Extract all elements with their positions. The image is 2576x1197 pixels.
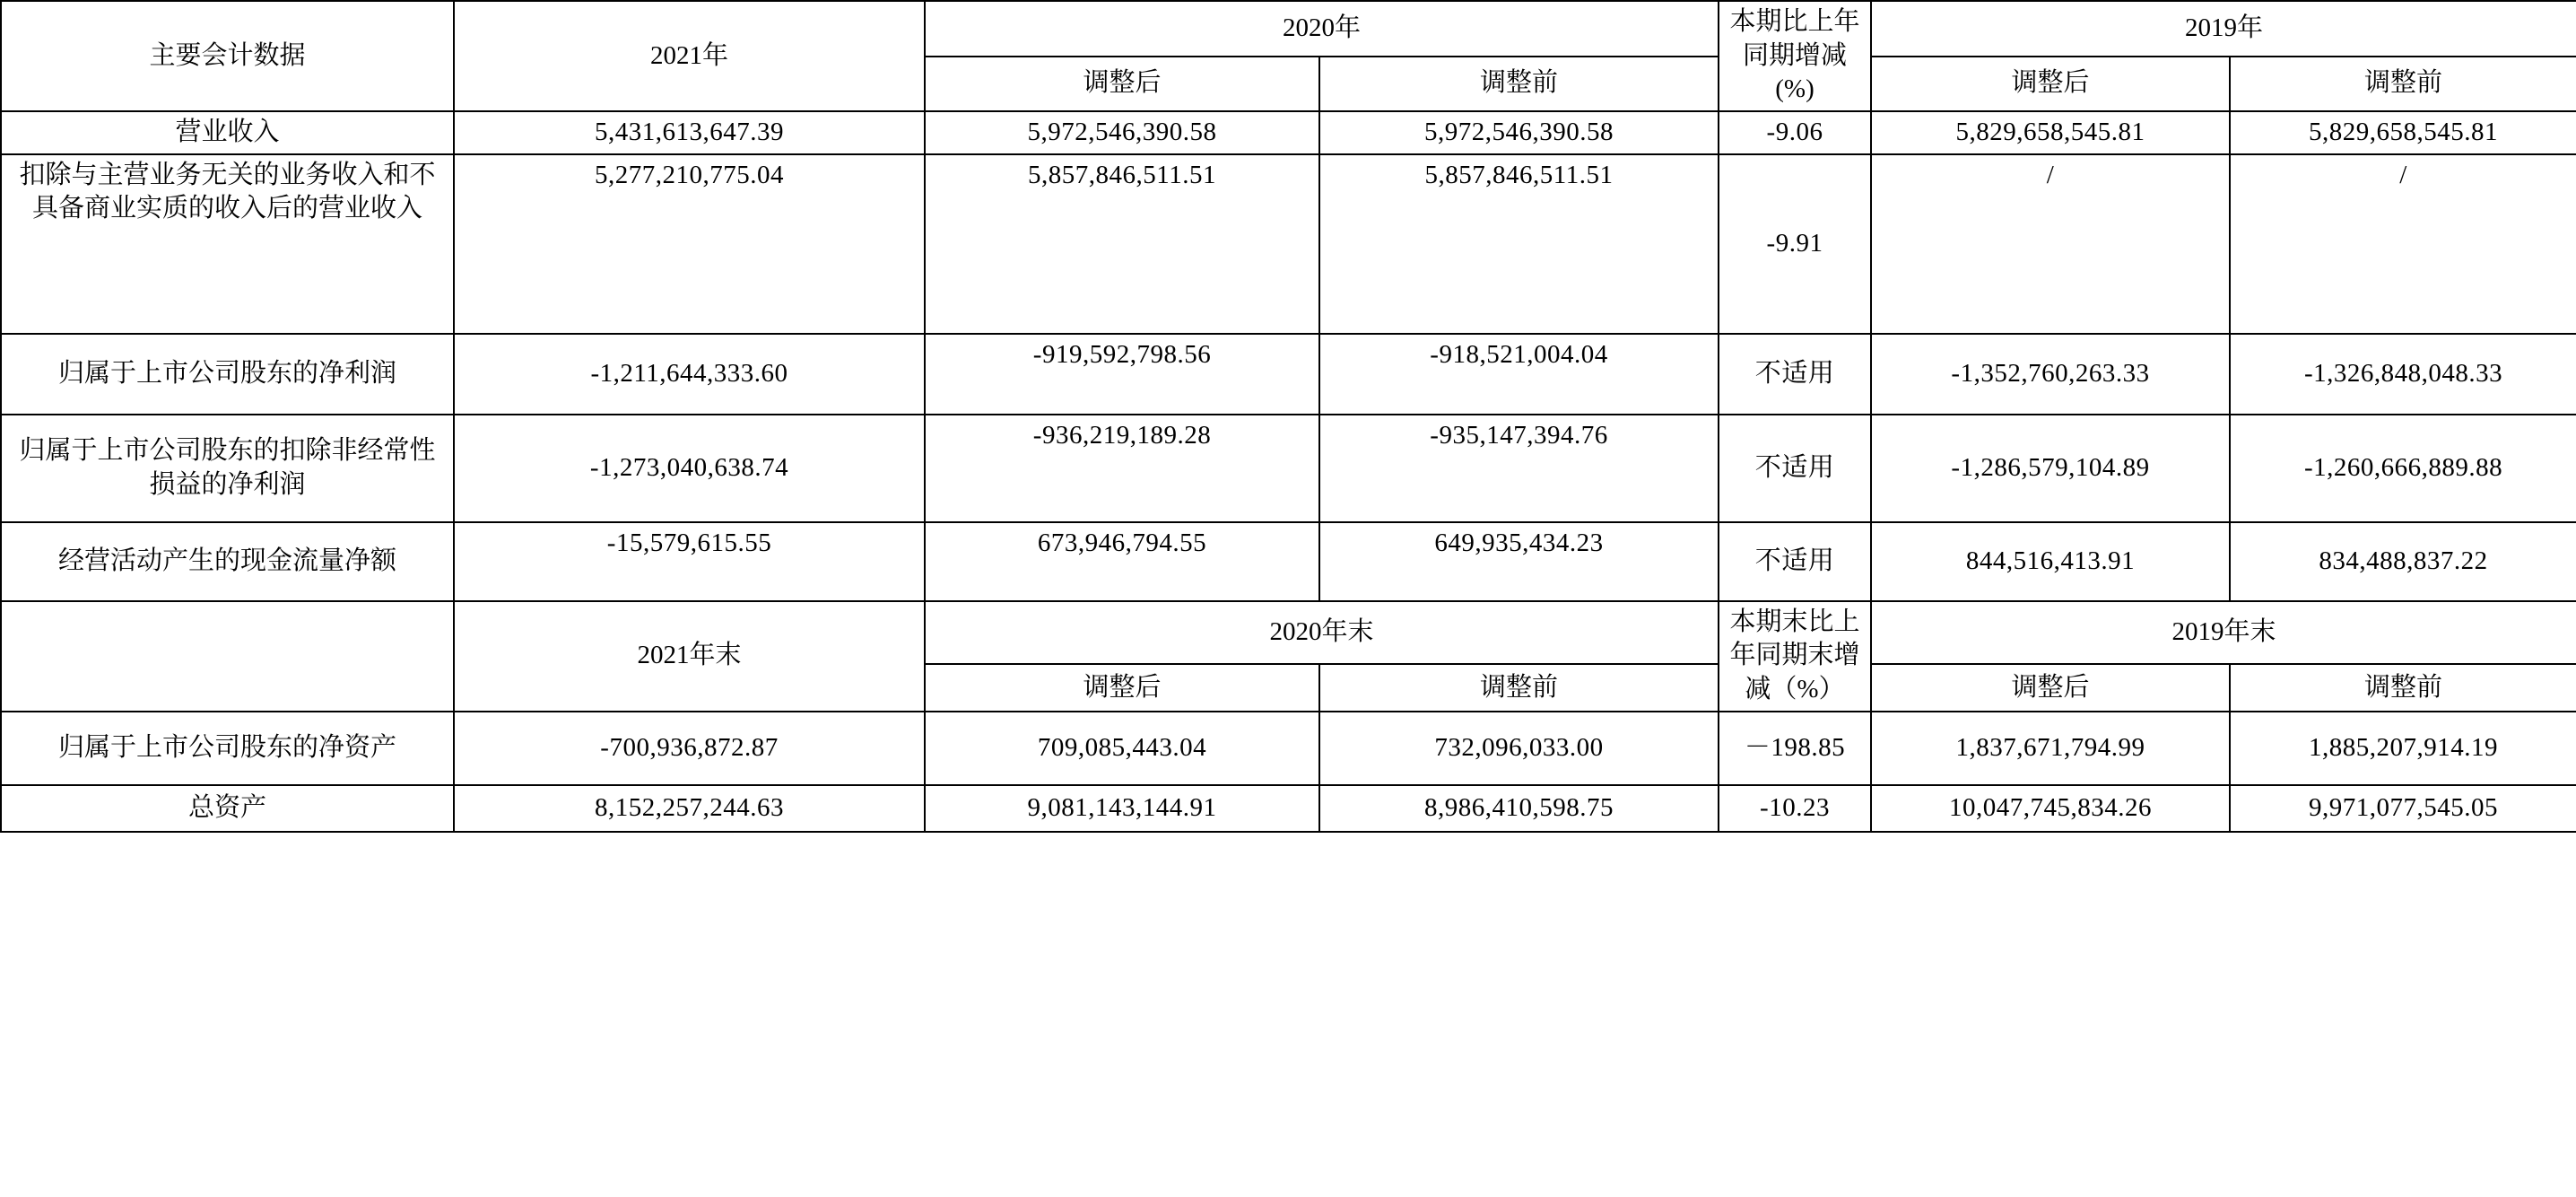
row-label-revenue: 营业收入 xyxy=(1,111,454,154)
cell-operating-cashflow-2020-adjusted: 673,946,794.55 xyxy=(925,522,1319,601)
cell-adjusted-revenue-2021: 5,277,210,775.04 xyxy=(454,154,925,334)
table-row xyxy=(1,154,2576,334)
header-main-accounting-data: 主要会计数据 xyxy=(1,1,454,111)
cell-total-assets-change: -10.23 xyxy=(1719,785,1871,832)
header2-2019-adjusted: 调整后 xyxy=(1871,664,2230,711)
cell-adjusted-revenue-2020-adjusted: 5,857,846,511.51 xyxy=(925,154,1319,334)
header-year-2020: 2020年 xyxy=(925,1,1719,57)
header2-change-pct: 本期末比上年同期末增减（%） xyxy=(1719,601,1871,712)
header2-year-2020-end: 2020年末 xyxy=(925,601,1719,665)
cell-net-assets-2019-before: 1,885,207,914.19 xyxy=(2230,712,2576,785)
row-label-net-profit: 归属于上市公司股东的净利润 xyxy=(1,334,454,415)
cell-net-profit-2019-adjusted: -1,352,760,263.33 xyxy=(1871,334,2230,415)
cell-net-assets-change: －198.85 xyxy=(1719,712,1871,785)
cell-adjusted-revenue-2019-before: / xyxy=(2230,154,2576,334)
cell-net-profit-2021: -1,211,644,333.60 xyxy=(454,334,925,415)
cell-revenue-2019-before: 5,829,658,545.81 xyxy=(2230,111,2576,154)
header2-year-2021-end: 2021年末 xyxy=(454,601,925,712)
cell-revenue-change: -9.06 xyxy=(1719,111,1871,154)
header-change-pct: 本期比上年同期增减(%) xyxy=(1719,1,1871,111)
cell-adjusted-revenue-2020-before: 5,857,846,511.51 xyxy=(1319,154,1719,334)
cell-revenue-2021: 5,431,613,647.39 xyxy=(454,111,925,154)
cell-net-profit-2019-before: -1,326,848,048.33 xyxy=(2230,334,2576,415)
cell-total-assets-2019-before: 9,971,077,545.05 xyxy=(2230,785,2576,832)
table-row xyxy=(1,415,2576,522)
cell-net-assets-2021: -700,936,872.87 xyxy=(454,712,925,785)
cell-net-profit-ex-2019-before: -1,260,666,889.88 xyxy=(2230,415,2576,522)
cell-net-profit-ex-change: 不适用 xyxy=(1719,415,1871,522)
header2-2019-before: 调整前 xyxy=(2230,664,2576,711)
header-2020-adjusted: 调整后 xyxy=(925,57,1319,112)
table-row xyxy=(1,334,2576,415)
header-year-2021: 2021年 xyxy=(454,1,925,111)
cell-net-assets-2020-adjusted: 709,085,443.04 xyxy=(925,712,1319,785)
row-label-total-assets: 总资产 xyxy=(1,785,454,832)
cell-total-assets-2020-before: 8,986,410,598.75 xyxy=(1319,785,1719,832)
header-year-2019: 2019年 xyxy=(1871,1,2576,57)
cell-operating-cashflow-2019-before: 834,488,837.22 xyxy=(2230,522,2576,601)
cell-net-profit-2020-adjusted: -919,592,798.56 xyxy=(925,334,1319,415)
cell-operating-cashflow-change: 不适用 xyxy=(1719,522,1871,601)
cell-net-profit-change: 不适用 xyxy=(1719,334,1871,415)
cell-net-profit-ex-2019-adjusted: -1,286,579,104.89 xyxy=(1871,415,2230,522)
header-2019-before: 调整前 xyxy=(2230,57,2576,112)
cell-revenue-2020-before: 5,972,546,390.58 xyxy=(1319,111,1719,154)
cell-net-assets-2019-adjusted: 1,837,671,794.99 xyxy=(1871,712,2230,785)
table-row xyxy=(1,712,2576,785)
cell-net-profit-ex-2020-before: -935,147,394.76 xyxy=(1319,415,1719,522)
row-label-adjusted-revenue: 扣除与主营业务无关的业务收入和不具备商业实质的收入后的营业收入 xyxy=(1,154,454,334)
cell-operating-cashflow-2020-before: 649,935,434.23 xyxy=(1319,522,1719,601)
table-header2-row-1 xyxy=(1,601,2576,665)
table-row xyxy=(1,522,2576,601)
row-label-net-assets: 归属于上市公司股东的净资产 xyxy=(1,712,454,785)
cell-revenue-2020-adjusted: 5,972,546,390.58 xyxy=(925,111,1319,154)
cell-net-profit-ex-2021: -1,273,040,638.74 xyxy=(454,415,925,522)
cell-adjusted-revenue-2019-adjusted: / xyxy=(1871,154,2230,334)
cell-net-profit-ex-2020-adjusted: -936,219,189.28 xyxy=(925,415,1319,522)
cell-operating-cashflow-2021: -15,579,615.55 xyxy=(454,522,925,601)
header2-2020-before: 调整前 xyxy=(1319,664,1719,711)
cell-net-profit-2020-before: -918,521,004.04 xyxy=(1319,334,1719,415)
cell-total-assets-2021: 8,152,257,244.63 xyxy=(454,785,925,832)
cell-total-assets-2019-adjusted: 10,047,745,834.26 xyxy=(1871,785,2230,832)
header2-blank-label xyxy=(1,601,454,712)
cell-total-assets-2020-adjusted: 9,081,143,144.91 xyxy=(925,785,1319,832)
cell-net-assets-2020-before: 732,096,033.00 xyxy=(1319,712,1719,785)
header2-year-2019-end: 2019年末 xyxy=(1871,601,2576,665)
table-header-row-1 xyxy=(1,1,2576,57)
cell-operating-cashflow-2019-adjusted: 844,516,413.91 xyxy=(1871,522,2230,601)
header-2020-before: 调整前 xyxy=(1319,57,1719,112)
row-label-operating-cashflow: 经营活动产生的现金流量净额 xyxy=(1,522,454,601)
row-label-net-profit-ex-nonrecurring: 归属于上市公司股东的扣除非经常性损益的净利润 xyxy=(1,415,454,522)
cell-revenue-2019-adjusted: 5,829,658,545.81 xyxy=(1871,111,2230,154)
cell-adjusted-revenue-change: -9.91 xyxy=(1719,154,1871,334)
table-row xyxy=(1,111,2576,154)
table-row xyxy=(1,785,2576,832)
header-2019-adjusted: 调整后 xyxy=(1871,57,2230,112)
header2-2020-adjusted: 调整后 xyxy=(925,664,1319,711)
